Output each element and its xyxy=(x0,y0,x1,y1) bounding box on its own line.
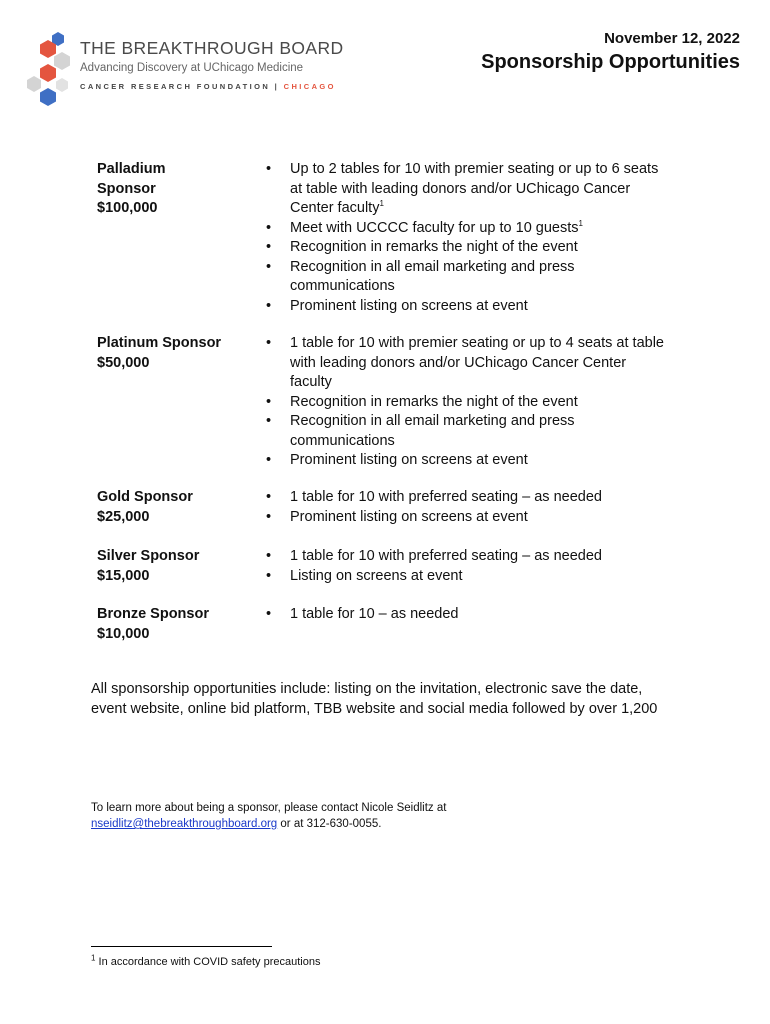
benefit-text: 1 table for 10 with preferred seating – as needed xyxy=(290,548,602,564)
footnote-divider xyxy=(91,946,272,947)
tier-name xyxy=(97,334,247,373)
event-date: November 12, 2022 xyxy=(604,30,740,47)
logo-hex-blue-2 xyxy=(40,88,56,106)
tier-benefits-list xyxy=(290,160,665,316)
logo-hex-gray-2 xyxy=(27,76,41,92)
benefit-text: Recognition in remarks the night of the event xyxy=(290,239,578,255)
logo-hex-gray-1 xyxy=(54,52,70,70)
benefit-item xyxy=(290,605,665,625)
tier-name-line: $25,000 xyxy=(97,508,150,525)
tier-name-line: Sponsor xyxy=(97,180,156,197)
benefit-item xyxy=(290,297,665,317)
benefit-item xyxy=(290,393,665,413)
tier-name xyxy=(97,488,247,527)
benefit-text: 1 table for 10 with premier seating or up to 4 seats at table with leading donors and/or UChicago Cancer Center faculty xyxy=(290,335,664,390)
benefit-item xyxy=(290,547,665,567)
footnote-ref: 1 xyxy=(379,199,384,209)
benefit-text: Prominent listing on screens at event xyxy=(290,452,528,468)
tier-name xyxy=(97,547,247,586)
benefit-item xyxy=(290,451,665,471)
benefit-item xyxy=(290,567,665,587)
benefit-text: Listing on screens at event xyxy=(290,567,463,584)
footnote-ref: 1 xyxy=(578,218,583,228)
benefit-item xyxy=(290,238,665,258)
org-name: THE BREAKTHROUGH BOARD xyxy=(80,38,344,58)
contact-paragraph xyxy=(91,800,591,832)
foundation-line xyxy=(80,82,344,91)
benefit-item xyxy=(290,258,665,297)
logo-hex-gray-3 xyxy=(56,78,68,92)
tier-name xyxy=(97,160,247,219)
foundation-name: CANCER RESEARCH FOUNDATION xyxy=(80,82,271,91)
benefit-item xyxy=(290,219,665,239)
benefit-text: Prominent listing on screens at event xyxy=(290,508,528,525)
document-header xyxy=(481,30,740,74)
benefit-text: Recognition in all email marketing and press communications xyxy=(290,413,575,449)
benefit-text: 1 table for 10 – as needed xyxy=(290,606,459,622)
benefit-item xyxy=(290,508,665,528)
tier-name-line: Platinum Sponsor xyxy=(97,335,222,351)
benefit-text: Prominent listing on screens at event xyxy=(290,297,528,314)
benefit-text: 1 table for 10 with preferred seating – as needed xyxy=(290,489,602,505)
tier-name-line: Bronze Sponsor xyxy=(97,606,209,622)
tier-benefits-list xyxy=(290,488,665,527)
tier-benefits-list xyxy=(290,605,665,625)
tier-name xyxy=(97,605,247,644)
foundation-city: CHICAGO xyxy=(283,82,336,91)
tier-name-line: Silver Sponsor xyxy=(97,548,200,564)
tier-name-line: Palladium xyxy=(97,161,166,177)
contact-email-link[interactable]: nseidlitz@thebreakthroughboard.org xyxy=(91,818,278,830)
tier-name-line: $100,000 xyxy=(97,200,158,216)
benefit-item xyxy=(290,412,665,451)
benefit-item xyxy=(290,160,665,219)
tier-name-line: $10,000 xyxy=(97,625,150,642)
tier-name-line: Gold Sponsor xyxy=(97,489,193,505)
benefit-text: Up to 2 tables for 10 with premier seating or up to 6 seats at table with leading donors and/or UChicago Cancer Center faculty xyxy=(290,161,659,216)
benefit-text: Recognition in remarks the night of the event xyxy=(290,393,578,410)
page-title: Sponsorship Opportunities xyxy=(481,51,740,73)
benefit-item xyxy=(290,488,665,508)
footnote-text: In accordance with COVID safety precautions xyxy=(95,956,321,968)
logo-hex-red-2 xyxy=(40,64,56,82)
tier-name-line: $15,000 xyxy=(97,567,150,584)
tier-benefits-list xyxy=(290,547,665,586)
footnote-marker: 1 xyxy=(91,953,96,963)
footnote xyxy=(91,953,321,968)
inclusions-note: All sponsorship opportunities include: listing on the invitation, electronic save the date, event website, online bid platform, TBB website and social media followed by over 1,200 xyxy=(91,681,658,717)
contact-text: To learn more about being a sponsor, please contact Nicole Seidlitz at xyxy=(91,802,447,814)
tier-benefits-list xyxy=(290,334,665,471)
org-block xyxy=(80,38,344,91)
org-tagline: Advancing Discovery at UChicago Medicine xyxy=(80,62,304,74)
benefit-text: Meet with UCCCC faculty for up to 10 guests xyxy=(290,219,579,236)
foundation-separator: | xyxy=(274,82,280,91)
benefit-text: Recognition in all email marketing and press communications xyxy=(290,258,575,294)
tier-name-line: $50,000 xyxy=(97,354,150,371)
contact-phone-text: or at 312-630-0055. xyxy=(277,818,382,830)
benefit-item xyxy=(290,334,665,393)
breakthrough-board-logo xyxy=(26,30,88,120)
